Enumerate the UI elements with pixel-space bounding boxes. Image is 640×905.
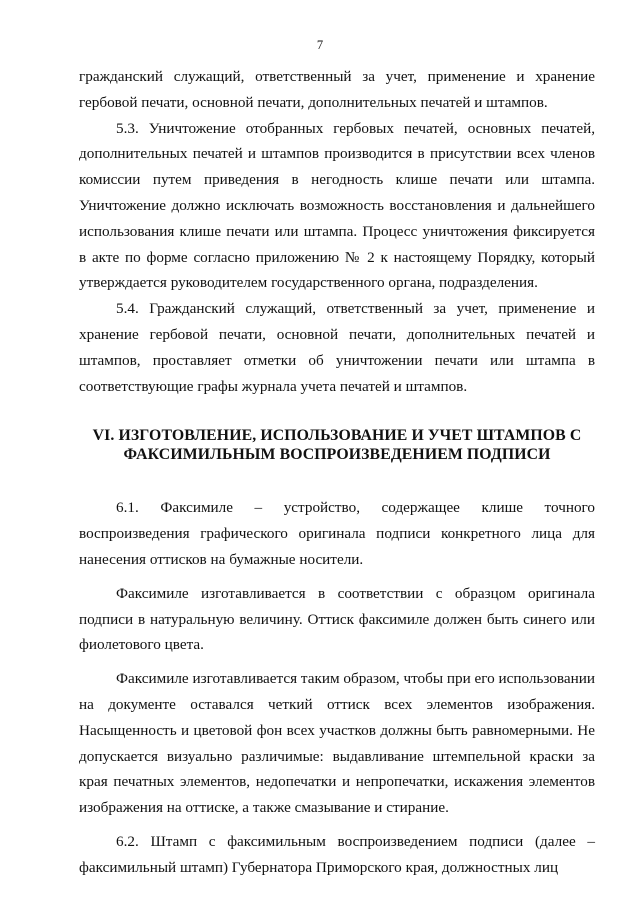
paragraph-continuation: гражданский служащий, ответственный за учет, применение и хранение гербовой печати, основной печати, дополнительных печатей и штампов. — [79, 68, 595, 111]
paragraph-facsimile-use: Факсимиле изготавливается таким образом, чтобы при его использовании на документе оставался четкий оттиск всех элементов изображения. Насыщенность и цветовой фон всех участков должны быть равномерными. Не допускается визуально различимые: выдавливание штемпельной краски за края печатных элементов, недопечатки и непропечатки, искажения элементов изображения на оттиске, а также смазывание и стирание. — [79, 670, 595, 817]
document-body — [79, 64, 595, 881]
paragraph-5-3: 5.3. Уничтожение отобранных гербовых печатей, основных печатей, дополнительных печатей и штампов производится в присутствии всех членов комиссии путем приведения в негодность клише печати или штампа. Уничтожение должно исключать возможность восстановления и дальнейшего использования клише печати или штампа. Процесс уничтожения фиксируется в акте по форме согласно приложению № 2 к настоящему Порядку, который утверждается руководителем государственного органа, подразделения. — [79, 119, 595, 292]
section-heading: VI. ИЗГОТОВЛЕНИЕ, ИСПОЛЬЗОВАНИЕ И УЧЕТ ШТАМПОВ С ФАКСИМИЛЬНЫМ ВОСПРОИЗВЕДЕНИЕМ ПОДПИСИ — [92, 427, 582, 463]
paragraph-6-1: 6.1. Факсимиле – устройство, содержащее клише точного воспроизведения графического оригинала подписи конкретного лица для нанесения оттисков на бумажные носители. — [79, 499, 595, 568]
page-number: 7 — [316, 38, 324, 52]
paragraph-6-2: 6.2. Штамп с факсимильным воспроизведением подписи (далее – факсимильный штамп) Губернатора Приморского края, должностных лиц — [79, 832, 595, 876]
paragraph-5-4: 5.4. Гражданский служащий, ответственный за учет, применение и хранение гербовой печати, основной печати, дополнительных печатей и штампов, проставляет отметки об уничтожении печати или штампа в соответствующие графы журнала учета печатей и штампов. — [79, 300, 595, 395]
paragraph-facsimile-made: Факсимиле изготавливается в соответствии с образцом оригинала подписи в натуральную величину. Оттиск факсимиле должен быть синего или фиолетового цвета. — [79, 584, 595, 654]
